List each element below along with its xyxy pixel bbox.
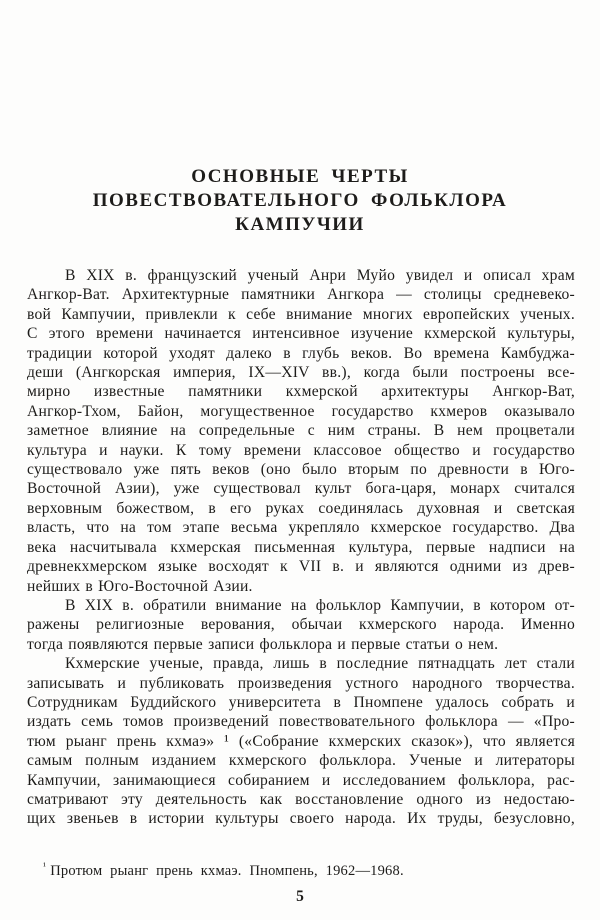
page-number: 5 — [296, 888, 304, 905]
text-line: вой Кампучии, привлекли к себе внимание многих европейских ученых. — [27, 305, 575, 323]
chapter-title-line-3: КАМПУЧИИ — [235, 214, 365, 235]
text-line: В XIX в. обратили внимание на фольклор Кампучии, в котором от- — [65, 596, 575, 614]
text-line: В XIX в. французский ученый Анри Муйо увидел и описал храм — [65, 267, 575, 284]
text-line: деши (Ангкорская империя, IX—XIV вв.), когда были построены все- — [27, 364, 575, 382]
text-line: нейших в Юго-Восточной Азии. — [27, 577, 253, 595]
text-line: щих звеньев в истории культуры своего народа. Их труды, безусловно, — [27, 810, 575, 828]
text-line: С этого времени начинается интенсивное изучение кхмерской культуры, — [27, 325, 575, 343]
text-line: тогда появляются первые записи фольклора и первые статьи о нем. — [27, 635, 499, 653]
text-line: века насчитывала кхмерская письменная культура, первые надписи на — [27, 538, 575, 556]
text-line: Сотрудникам Буддийского университета в Пномпене удалось собрать и — [27, 693, 575, 711]
text-line: существовало уже пять веков (оно было вторым по древности в Юго- — [27, 461, 575, 479]
body-text — [27, 266, 575, 829]
text-line: древнекхмерском языке восходят к VII в. и являются одними из древ- — [27, 558, 575, 576]
text-line: власть, что на том этапе весьма укрепляло кхмерское государство. Два — [27, 519, 575, 537]
text-line: сматривают эту деятельность как восстановление одного из недостаю- — [27, 790, 575, 808]
paragraph-2 — [27, 596, 575, 654]
footnote — [27, 858, 575, 880]
text-line: верховным божеством, в его руках соединялась духовная и светская — [27, 499, 575, 517]
text-line: издать семь томов произведений повествовательного фольклора — «Про- — [27, 713, 575, 731]
text-line: Ангкор-Ват. Архитектурные памятники Ангкора — столицы средневеко- — [27, 286, 575, 304]
footnote-marker: ¹ — [43, 861, 47, 872]
text-line: заметное влияние на сопредельные с ним страны. В нем процветали — [27, 422, 575, 440]
text-line: Восточной Азии), уже существовал культ бога-царя, монарх считался — [27, 480, 575, 498]
chapter-title — [0, 0, 600, 237]
text-line: мирно известные памятники кхмерской архитектуры Ангкор-Ват, — [27, 383, 575, 401]
text-line: Кхмерские ученые, правда, лишь в последние пятнадцать лет стали — [65, 655, 575, 673]
text-line: Ангкор-Тхом, Байон, могущественное государство кхмеров оказывало — [27, 402, 575, 420]
footnote-text: Протюм рыанг прень кхмаэ. Пномпень, 1962—1968. — [50, 862, 404, 879]
text-line: тюм рыанг прень кхмаэ» ¹ («Собрание кхмерских сказок»), что является — [27, 732, 575, 750]
text-line: самым полным изданием кхмерского фольклора. Ученые и литераторы — [27, 752, 575, 770]
chapter-title-line-2: ПОВЕСТВОВАТЕЛЬНОГО ФОЛЬКЛОРА — [92, 190, 508, 211]
text-line: культура и науки. К тому времени классовое общество и государство — [27, 441, 575, 459]
paragraph-3 — [27, 654, 575, 829]
chapter-title-line-1: ОСНОВНЫЕ ЧЕРТЫ — [191, 166, 409, 187]
paragraph-1 — [27, 266, 575, 596]
text-line: традиции которой уходят далеко в глубь веков. Во времена Камбуджа- — [27, 344, 575, 362]
text-line: записывать и публиковать произведения устного народного творчества. — [27, 674, 575, 692]
text-line: Кампучии, занимающиеся собиранием и исследованием фольклора, рас- — [27, 771, 575, 789]
text-line: ражены религиозные верования, обычаи кхмерского народа. Именно — [27, 616, 575, 634]
